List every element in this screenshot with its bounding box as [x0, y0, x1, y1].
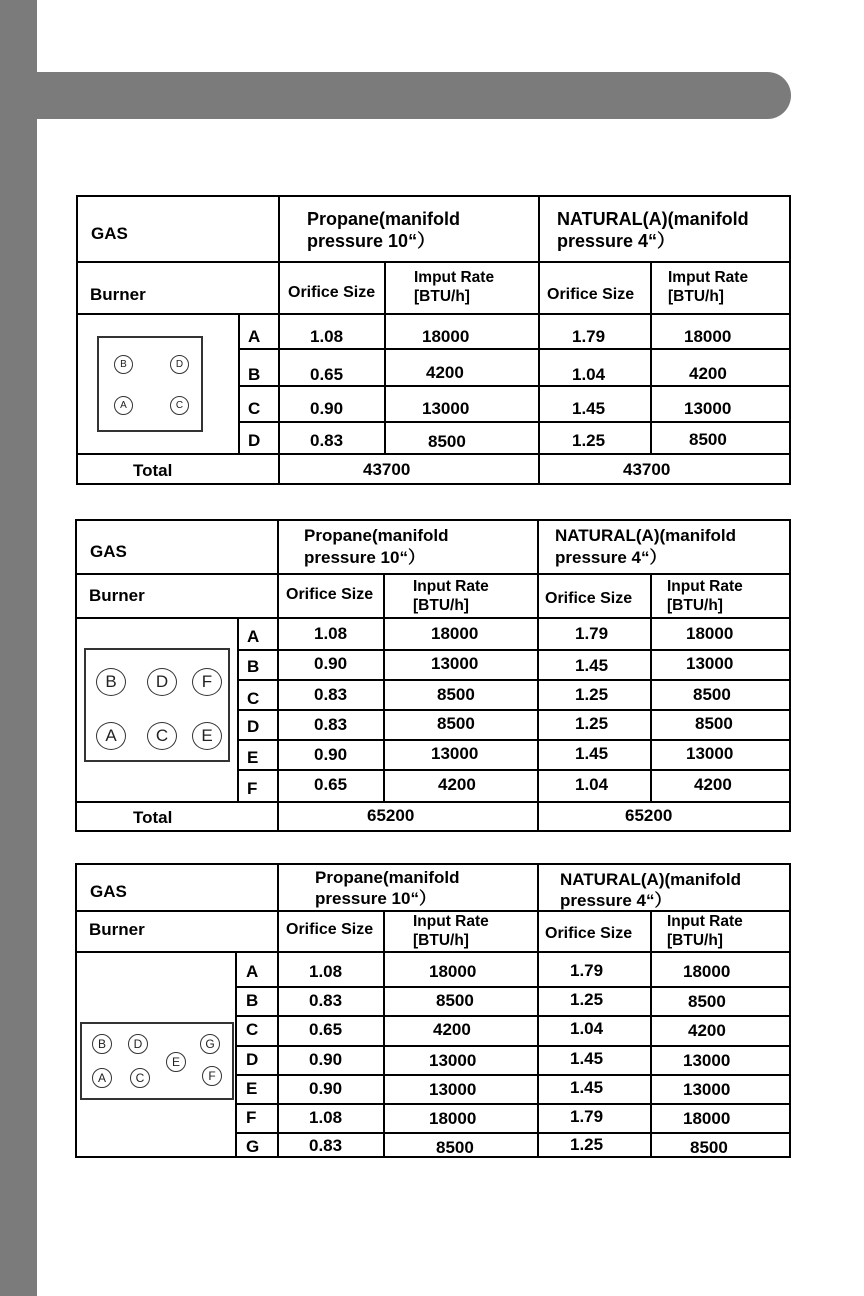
burner-circle: D — [170, 355, 189, 374]
divider — [238, 421, 789, 423]
natural-header-line-1: NATURAL(A)(manifold — [557, 209, 749, 229]
natural-header-line-1: NATURAL(A)(manifold — [555, 526, 736, 545]
divider — [237, 739, 789, 741]
burner-label: Burner — [90, 285, 146, 304]
natural-orifice-label: Orifice Size — [547, 286, 635, 303]
divider — [237, 769, 789, 771]
burner-circle: B — [92, 1034, 112, 1054]
burner-id: C — [246, 1020, 259, 1039]
propane-orifice: 0.90 — [309, 1079, 343, 1098]
burner-id: A — [248, 327, 261, 346]
total-label: Total — [133, 808, 173, 827]
divider — [235, 1045, 789, 1047]
natural-orifice: 1.25 — [570, 1135, 604, 1154]
input-label-line-1: Input Rate — [667, 913, 743, 930]
natural-orifice-label: Orifice Size — [545, 925, 633, 942]
propane-input-label — [413, 912, 489, 950]
natural-orifice: 1.79 — [570, 961, 604, 980]
burner-circle: C — [147, 722, 177, 750]
propane-orifice: 0.83 — [310, 431, 344, 450]
burner-id: E — [246, 1079, 258, 1098]
propane-input: 8500 — [437, 685, 475, 704]
propane-orifice: 1.08 — [310, 327, 344, 346]
propane-input: 4200 — [438, 775, 476, 794]
divider — [235, 986, 789, 988]
propane-input: 13000 — [431, 654, 479, 673]
natural-header-line-2: pressure 4“） — [560, 891, 672, 910]
burner-layout-diagram — [97, 336, 203, 432]
propane-header-line-1: Propane(manifold — [304, 526, 449, 545]
input-label-line-1: Input Rate — [413, 578, 489, 595]
divider — [238, 348, 789, 350]
burner-id: F — [247, 779, 258, 798]
burner-layout-diagram — [80, 1022, 234, 1100]
burner-id: E — [247, 748, 259, 767]
gas-label: GAS — [91, 224, 128, 243]
gas-table-3 — [75, 863, 791, 1158]
divider — [235, 1132, 789, 1134]
input-label-line-2: [BTU/h] — [413, 597, 469, 614]
propane-input: 18000 — [429, 962, 477, 981]
natural-input: 8500 — [689, 430, 727, 449]
burner-circle: F — [202, 1066, 222, 1086]
burner-circle: F — [192, 668, 222, 696]
natural-orifice: 1.45 — [575, 744, 609, 763]
propane-input: 18000 — [422, 327, 470, 346]
propane-orifice: 0.83 — [309, 991, 343, 1010]
propane-header-line-2: pressure 10“） — [304, 548, 425, 567]
gas-table-1 — [76, 195, 791, 485]
natural-header — [557, 208, 749, 252]
propane-header — [304, 525, 449, 569]
divider — [235, 1103, 789, 1105]
divider — [77, 801, 789, 803]
natural-header-line-1: NATURAL(A)(manifold — [560, 870, 741, 889]
divider — [237, 679, 789, 681]
input-label-line-1: Input Rate — [413, 913, 489, 930]
propane-orifice-label: Orifice Size — [288, 284, 376, 301]
natural-orifice: 1.45 — [572, 399, 606, 418]
divider — [77, 951, 789, 953]
burner-layout-diagram — [84, 648, 230, 762]
burner-id: F — [246, 1108, 257, 1127]
divider — [78, 313, 789, 315]
propane-input: 8500 — [436, 1138, 474, 1157]
natural-input: 13000 — [683, 1051, 731, 1070]
total-propane: 43700 — [363, 460, 411, 479]
divider — [650, 573, 652, 801]
divider — [383, 910, 385, 1156]
divider — [78, 261, 789, 263]
burner-id: B — [246, 991, 259, 1010]
natural-input: 8500 — [695, 714, 733, 733]
natural-orifice: 1.25 — [570, 990, 604, 1009]
burner-circle: G — [200, 1034, 220, 1054]
total-natural: 43700 — [623, 460, 671, 479]
natural-input: 18000 — [686, 624, 734, 643]
natural-orifice: 1.45 — [570, 1078, 604, 1097]
propane-input: 13000 — [429, 1080, 477, 1099]
natural-orifice: 1.25 — [572, 431, 606, 450]
propane-header-line-2: pressure 10“） — [307, 231, 436, 251]
propane-orifice: 1.08 — [309, 962, 343, 981]
total-propane: 65200 — [367, 806, 415, 825]
divider — [238, 385, 789, 387]
propane-input: 8500 — [428, 432, 466, 451]
propane-input: 18000 — [431, 624, 479, 643]
propane-orifice: 0.65 — [310, 365, 344, 384]
natural-orifice: 1.25 — [575, 714, 609, 733]
burner-circle: A — [96, 722, 126, 750]
total-natural: 65200 — [625, 806, 673, 825]
propane-header — [307, 208, 460, 252]
burner-id: B — [248, 365, 261, 384]
header-band — [37, 72, 791, 119]
divider — [278, 197, 280, 483]
input-label-line-1: Imput Rate — [414, 269, 495, 286]
natural-orifice: 1.25 — [575, 685, 609, 704]
propane-header-line-1: Propane(manifold — [315, 868, 460, 887]
natural-input: 13000 — [686, 654, 734, 673]
natural-input: 13000 — [686, 744, 734, 763]
input-label-line-2: [BTU/h] — [413, 932, 469, 949]
input-label-line-2: [BTU/h] — [667, 932, 723, 949]
propane-input-label — [414, 268, 494, 306]
propane-orifice: 0.90 — [309, 1050, 343, 1069]
gas-table-2 — [75, 519, 791, 832]
burner-id: D — [247, 717, 260, 736]
divider — [237, 649, 789, 651]
natural-orifice: 1.79 — [572, 327, 606, 346]
natural-input: 4200 — [688, 1021, 726, 1040]
natural-orifice: 1.79 — [575, 624, 609, 643]
natural-input: 18000 — [684, 327, 732, 346]
divider — [538, 197, 540, 483]
propane-orifice: 0.83 — [314, 685, 348, 704]
burner-circle: B — [114, 355, 133, 374]
divider — [235, 1074, 789, 1076]
natural-input: 18000 — [683, 1109, 731, 1128]
burner-id: C — [247, 689, 260, 708]
propane-orifice: 0.83 — [309, 1136, 343, 1155]
divider — [235, 951, 237, 1156]
natural-input: 4200 — [694, 775, 732, 794]
divider — [537, 521, 539, 830]
divider — [650, 910, 652, 1156]
natural-input: 8500 — [693, 685, 731, 704]
propane-orifice: 0.83 — [314, 715, 348, 734]
burner-id: A — [247, 627, 260, 646]
divider — [383, 573, 385, 801]
natural-input-label — [667, 577, 743, 615]
burner-id: A — [246, 962, 259, 981]
input-label-line-2: [BTU/h] — [667, 597, 723, 614]
natural-input-label — [668, 268, 748, 306]
propane-orifice: 0.90 — [314, 654, 348, 673]
propane-orifice-label: Orifice Size — [286, 921, 374, 938]
divider — [277, 865, 279, 1156]
propane-header-line-2: pressure 10“） — [315, 889, 436, 908]
divider — [277, 521, 279, 830]
divider — [77, 617, 789, 619]
burner-label: Burner — [89, 920, 145, 939]
burner-id: D — [246, 1050, 259, 1069]
propane-orifice: 0.90 — [310, 399, 344, 418]
burner-circle: A — [114, 396, 133, 415]
propane-header — [315, 867, 460, 909]
input-label-line-1: Input Rate — [667, 578, 743, 595]
propane-header-line-1: Propane(manifold — [307, 209, 461, 229]
divider — [237, 709, 789, 711]
burner-circle: E — [192, 722, 222, 750]
natural-input: 18000 — [683, 962, 731, 981]
burner-circle: E — [166, 1052, 186, 1072]
burner-circle: D — [147, 668, 177, 696]
natural-orifice: 1.45 — [575, 656, 609, 675]
natural-orifice: 1.79 — [570, 1107, 604, 1126]
burner-id: G — [246, 1137, 260, 1156]
natural-header-line-2: pressure 4“） — [557, 231, 676, 251]
burner-circle: B — [96, 668, 126, 696]
natural-input-label — [667, 912, 743, 950]
natural-input: 4200 — [689, 364, 727, 383]
propane-input: 4200 — [433, 1020, 471, 1039]
natural-orifice: 1.45 — [570, 1049, 604, 1068]
divider — [238, 313, 240, 453]
propane-input: 8500 — [436, 991, 474, 1010]
burner-id: C — [248, 399, 261, 418]
burner-circle: C — [130, 1068, 150, 1088]
divider — [77, 573, 789, 575]
burner-id: B — [247, 657, 260, 676]
burner-circle: A — [92, 1068, 112, 1088]
propane-input-label — [413, 577, 489, 615]
divider — [235, 1015, 789, 1017]
propane-input: 13000 — [431, 744, 479, 763]
propane-orifice: 0.65 — [314, 775, 348, 794]
divider — [537, 865, 539, 1156]
burner-circle: C — [170, 396, 189, 415]
input-label-line-2: [BTU/h] — [414, 288, 470, 305]
natural-header — [560, 869, 741, 911]
total-label: Total — [133, 461, 173, 480]
natural-header-line-2: pressure 4“） — [555, 548, 667, 567]
natural-orifice-label: Orifice Size — [545, 590, 633, 607]
propane-input: 13000 — [429, 1051, 477, 1070]
gas-label: GAS — [90, 882, 127, 901]
natural-input: 13000 — [684, 399, 732, 418]
input-label-line-1: Imput Rate — [668, 269, 749, 286]
natural-input: 8500 — [690, 1138, 728, 1157]
burner-label: Burner — [89, 586, 145, 605]
propane-orifice: 1.08 — [314, 624, 348, 643]
left-margin-bar — [0, 0, 37, 1296]
input-label-line-2: [BTU/h] — [668, 288, 724, 305]
propane-orifice: 0.90 — [314, 745, 348, 764]
natural-orifice: 1.04 — [575, 775, 609, 794]
propane-input: 4200 — [426, 363, 464, 382]
propane-input: 13000 — [422, 399, 470, 418]
divider — [78, 453, 789, 455]
propane-orifice: 0.65 — [309, 1020, 343, 1039]
gas-label: GAS — [90, 542, 127, 561]
burner-circle: D — [128, 1034, 148, 1054]
propane-input: 8500 — [437, 714, 475, 733]
propane-orifice: 1.08 — [309, 1108, 343, 1127]
natural-orifice: 1.04 — [572, 365, 606, 384]
natural-input: 13000 — [683, 1080, 731, 1099]
natural-input: 8500 — [688, 992, 726, 1011]
divider — [650, 261, 652, 453]
natural-orifice: 1.04 — [570, 1019, 604, 1038]
burner-id: D — [248, 431, 261, 450]
divider — [384, 261, 386, 453]
propane-input: 18000 — [429, 1109, 477, 1128]
propane-orifice-label: Orifice Size — [286, 586, 374, 603]
natural-header — [555, 525, 736, 569]
